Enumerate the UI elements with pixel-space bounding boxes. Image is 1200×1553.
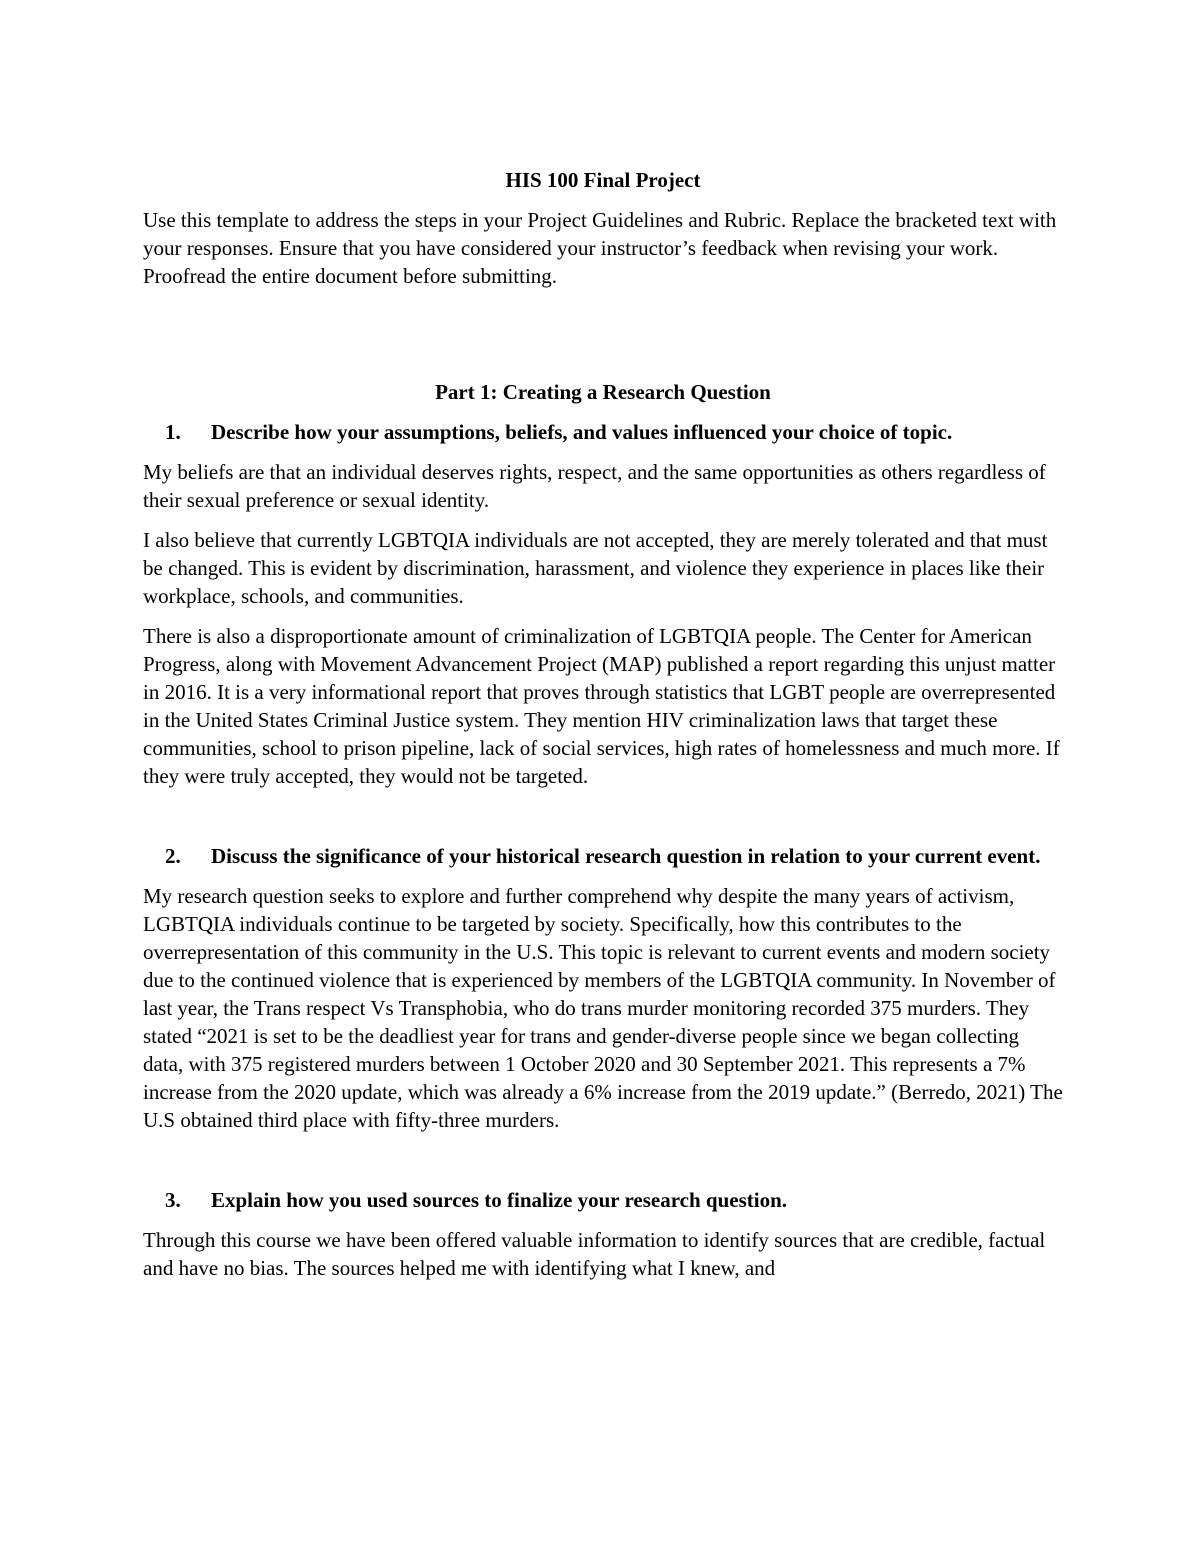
question-3-text: Explain how you used sources to finalize your research question.	[211, 1188, 788, 1212]
question-1-number: 1.	[165, 420, 181, 444]
part1-heading: Part 1: Creating a Research Question	[435, 380, 771, 404]
question-spacer	[143, 1146, 1063, 1186]
section-spacer	[143, 302, 1063, 378]
answer-1-paragraph-3: There is also a disproportionate amount of criminalization of LGBTQIA people. The Center for American Progress, along with Movement Advancement Project (MAP) published a report regarding this unjust matter in 2016. It is a very informational report that proves through statistics that LGBT people are overrepresented in the United States Criminal Justice system. They mention HIV criminalization laws that target these communities, school to prison pipeline, lack of social services, high rates of homelessness and much more. If they were truly accepted, they would not be targeted.	[143, 624, 1060, 788]
intro-paragraph: Use this template to address the steps in your Project Guidelines and Rubric. Replace the bracketed text with your responses. Ensure that you have considered your instructor’s feedback when revising your work. Proofread the entire document before submitting.	[143, 208, 1057, 288]
document-title: HIS 100 Final Project	[505, 168, 701, 192]
question-2-number: 2.	[165, 844, 181, 868]
question-2-text: Discuss the significance of your historical research question in relation to your current event.	[211, 844, 1041, 868]
answer-3-paragraph-1: Through this course we have been offered valuable information to identify sources that are credible, factual and have no bias. The sources helped me with identifying what I knew, and	[143, 1228, 1046, 1280]
question-2	[143, 842, 1063, 870]
answer-2-paragraph-1: My research question seeks to explore and further comprehend why despite the many years of activism, LGBTQIA individuals continue to be targeted by society. Specifically, how this contributes to the overrepresentation of this community in the U.S. This topic is relevant to current events and modern society due to the continued violence that is experienced by members of the LGBTQIA community. In November of last year, the Trans respect Vs Transphobia, who do trans murder monitoring recorded 375 murders. They stated “2021 is set to be the deadliest year for trans and gender-diverse people since we began collecting data, with 375 registered murders between 1 October 2020 and 30 September 2021. This represents a 7% increase from the 2020 update, which was already a 6% increase from the 2019 update.” (Berredo, 2021) The U.S obtained third place with fifty-three murders.	[143, 884, 1063, 1132]
question-1-text: Describe how your assumptions, beliefs, and values influenced your choice of topic.	[211, 420, 953, 444]
answer-1-paragraph-2: I also believe that currently LGBTQIA individuals are not accepted, they are merely tolerated and that must be changed. This is evident by discrimination, harassment, and violence they experience in places like their workplace, schools, and communities.	[143, 528, 1048, 608]
question-3	[143, 1186, 1063, 1214]
question-3-number: 3.	[165, 1188, 181, 1212]
question-1	[143, 418, 1063, 446]
document-page	[143, 166, 1063, 1294]
question-spacer	[143, 802, 1063, 842]
answer-1-paragraph-1: My beliefs are that an individual deserves rights, respect, and the same opportunities as others regardless of their sexual preference or sexual identity.	[143, 460, 1046, 512]
